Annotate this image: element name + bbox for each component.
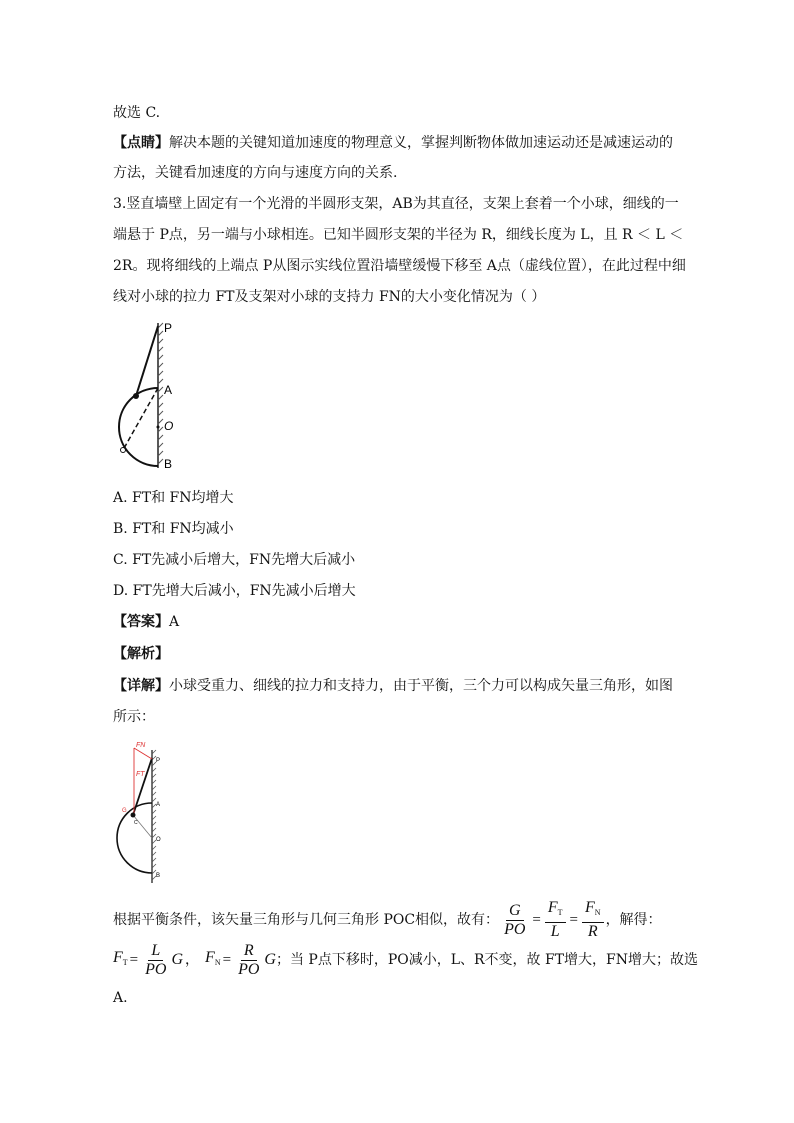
- question-line-2: 端悬于 P点，另一端与小球相连。已知半圆形支架的半径为 R，细线长度为 L，且 R ＜ L ＜: [113, 227, 684, 243]
- option-b-text: FT和 FN均减小: [132, 521, 234, 537]
- fig2-label-o: O: [156, 837, 161, 843]
- solution-rest: ；当 P点下移时，PO减小，L、R不变，故 FT增大，FN增大；故选: [275, 952, 699, 968]
- figure-semicircle-support: [108, 318, 198, 478]
- answer-value: A: [169, 614, 180, 630]
- fig2-label-a: A: [156, 802, 161, 808]
- fn-g: G: [264, 951, 276, 968]
- ratio-fn-r: $\frac{F_N}{R}$: [582, 899, 604, 941]
- fig1-label-a: A: [164, 383, 173, 397]
- tip-label: 【点睛】: [113, 135, 169, 151]
- figure-force-triangle: [110, 738, 170, 888]
- prev-conclusion: 故选 C.: [113, 105, 161, 121]
- option-d[interactable]: [113, 581, 356, 601]
- ft-g: G: [171, 951, 184, 968]
- fn-lhs: $F_N$: [205, 948, 221, 967]
- fig2-label-ft: FT: [136, 771, 145, 778]
- option-a-text: FT和 FN均增大: [132, 490, 234, 506]
- fig2-label-g: G: [122, 808, 127, 814]
- detail-text-2: 所示：: [113, 709, 155, 725]
- tip-text-2: 方法，关键看加速度的方向与速度方向的关系.: [113, 165, 398, 181]
- fig1-label-b: B: [164, 457, 173, 471]
- question-line-3: 2R。现将细线的上端点 P从图示实线位置沿墙壁缓慢下移至 A点（虚线位置），在此过程中细: [113, 258, 686, 274]
- detail-label: 【详解】: [113, 678, 169, 694]
- detail-text-1: 小球受重力、细线的拉力和支持力，由于平衡，三个力可以构成矢量三角形，如图: [169, 678, 673, 694]
- analysis-label: 【解析】: [113, 646, 169, 662]
- option-a-letter: A.: [113, 490, 128, 506]
- option-b[interactable]: [113, 519, 234, 539]
- question-line-4: 线对小球的拉力 FT及支架对小球的支持力 FN的大小变化情况为（ ）: [113, 289, 546, 305]
- solution-solve: ，解得：: [605, 912, 662, 928]
- option-c[interactable]: [113, 550, 355, 570]
- solution-end: A.: [113, 990, 128, 1006]
- fig1-label-p: P: [164, 321, 173, 335]
- option-c-text: FT先减小后增大，FN先增大后减小: [132, 552, 356, 568]
- option-b-letter: B.: [113, 521, 128, 537]
- ratio-ft-l: $\frac{F_T}{L}$: [545, 899, 566, 941]
- ft-fraction: $\frac{L}{PO}$: [145, 941, 167, 978]
- question-line-1: 3.竖直墙壁上固定有一个光滑的半圆形支架，AB为其直径，支架上套着一个小球，细线的一: [113, 196, 679, 212]
- option-a[interactable]: [113, 488, 233, 508]
- solution-intro: 根据平衡条件，该矢量三角形与几何三角形 POC相似，故有：: [113, 912, 500, 928]
- fn-fraction: $\frac{R}{PO}$: [238, 941, 260, 978]
- fig2-label-c: C: [134, 820, 138, 826]
- ft-lhs: $F_T$: [113, 948, 128, 967]
- fig2-label-fn: FN: [136, 742, 146, 749]
- solution-line-1: 根据平衡条件，该矢量三角形与几何三角形 POC相似，故有： $\frac{G}{PO}$ = $\frac{F_T}{L}$ = $\frac{F_N}{R}$ ，解得：: [113, 899, 662, 940]
- tip-line-1: [113, 133, 673, 153]
- option-d-letter: D.: [113, 583, 129, 599]
- tip-text-1: 解决本题的关键知道加速度的物理意义，掌握判断物体做加速运动还是减速运动的: [169, 135, 673, 151]
- fig1-label-o: O: [164, 419, 174, 433]
- option-c-letter: C.: [113, 552, 128, 568]
- answer-label: 【答案】: [113, 614, 169, 630]
- solution-line-2: $F_T$ = $\frac{L}{PO}$ G ， $F_N$ = $\frac{R}{PO}$ G ；当 P点下移时，PO减小，L、R不变，故 FT增大，FN增大；故选: [113, 940, 698, 980]
- ratio-g-po: $\frac{G}{PO}$: [504, 901, 526, 938]
- detail-line-1: [113, 676, 673, 696]
- answer-line: [113, 612, 179, 632]
- option-d-text: FT先增大后减小，FN先减小后增大: [132, 583, 356, 599]
- fig2-label-b: B: [156, 873, 161, 879]
- fig2-label-p: P: [156, 758, 161, 764]
